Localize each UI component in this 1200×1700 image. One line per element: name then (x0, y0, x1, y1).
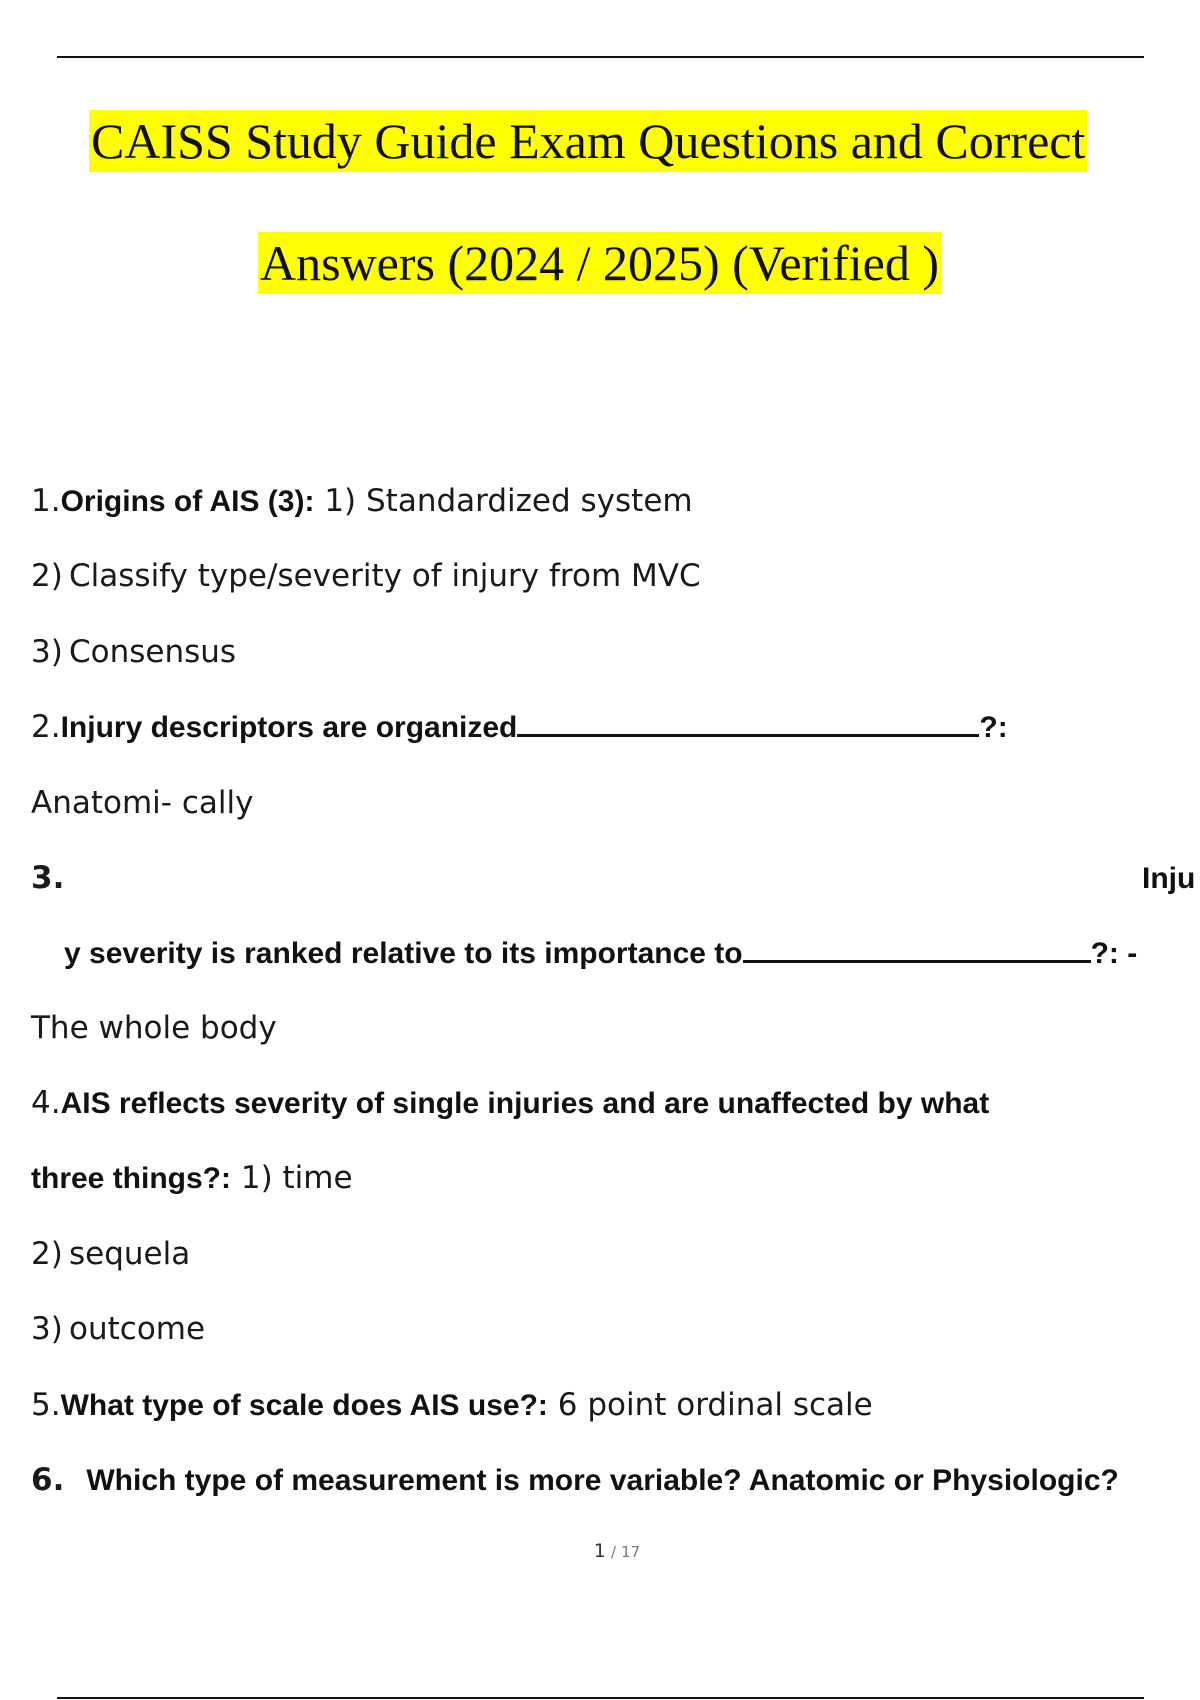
answer-line: 3) Consensus (31, 634, 237, 670)
top-rule (57, 56, 1144, 58)
question-5 (31, 1385, 873, 1426)
question-text: What type of scale does AIS use?: (60, 1389, 548, 1422)
answer-text: The whole body (31, 1010, 277, 1046)
question-6 (31, 1460, 1119, 1501)
question-text: Which type of measurement is more variable? Anatomic or Physiologic? (86, 1464, 1119, 1497)
answer-line: 3) outcome (31, 1311, 206, 1347)
question-3-start (1142, 858, 1195, 899)
question-suffix: ?: (979, 711, 1008, 744)
question-text: Injury descriptors are organized (60, 711, 518, 744)
answer-blank (743, 936, 1091, 963)
question-4-continued (31, 1158, 353, 1199)
question-text: Inju (1142, 862, 1196, 895)
question-3-number (31, 858, 64, 898)
answer-line: 2) sequela (31, 1236, 191, 1272)
answer-blank (517, 710, 979, 737)
question-2 (31, 707, 1008, 748)
question-text: y severity is ranked relative to its importance to (64, 937, 743, 970)
question-text: three things?: (31, 1162, 231, 1195)
answer-text: 1) Standardized system (314, 483, 693, 519)
question-number: 4. (31, 1085, 61, 1121)
question-number: 5. (31, 1387, 61, 1423)
bottom-rule (57, 1697, 1144, 1699)
answer-text: 6 point ordinal scale (547, 1387, 873, 1423)
page-separator: / (610, 1543, 617, 1561)
question-suffix: ?: - (1090, 937, 1138, 970)
answer-line: 2) Classify type/severity of injury from MVC (31, 558, 701, 594)
question-3-continued (64, 933, 1137, 974)
question-4 (31, 1083, 989, 1124)
answer-text: Anatomi- cally (31, 785, 254, 821)
question-number: 3. (31, 860, 65, 896)
document-title-line-1: CAISS Study Guide Exam Questions and Correct (89, 110, 1087, 172)
question-number: 1. (31, 483, 61, 519)
question-number: 6. (31, 1462, 65, 1498)
question-text: Origins of AIS (3): (60, 485, 315, 518)
question-number: 2. (31, 709, 61, 745)
question-text: AIS reflects severity of single injuries and are unaffected by what (60, 1087, 990, 1120)
current-page: 1 (593, 1540, 606, 1562)
answer-text: 1) time (231, 1160, 353, 1196)
page-indicator (0, 1540, 1200, 1562)
document-title-line-2: Answers (2024 / 2025) (Verified ) (258, 232, 941, 294)
question-1 (31, 481, 693, 522)
total-pages: 17 (621, 1543, 641, 1561)
